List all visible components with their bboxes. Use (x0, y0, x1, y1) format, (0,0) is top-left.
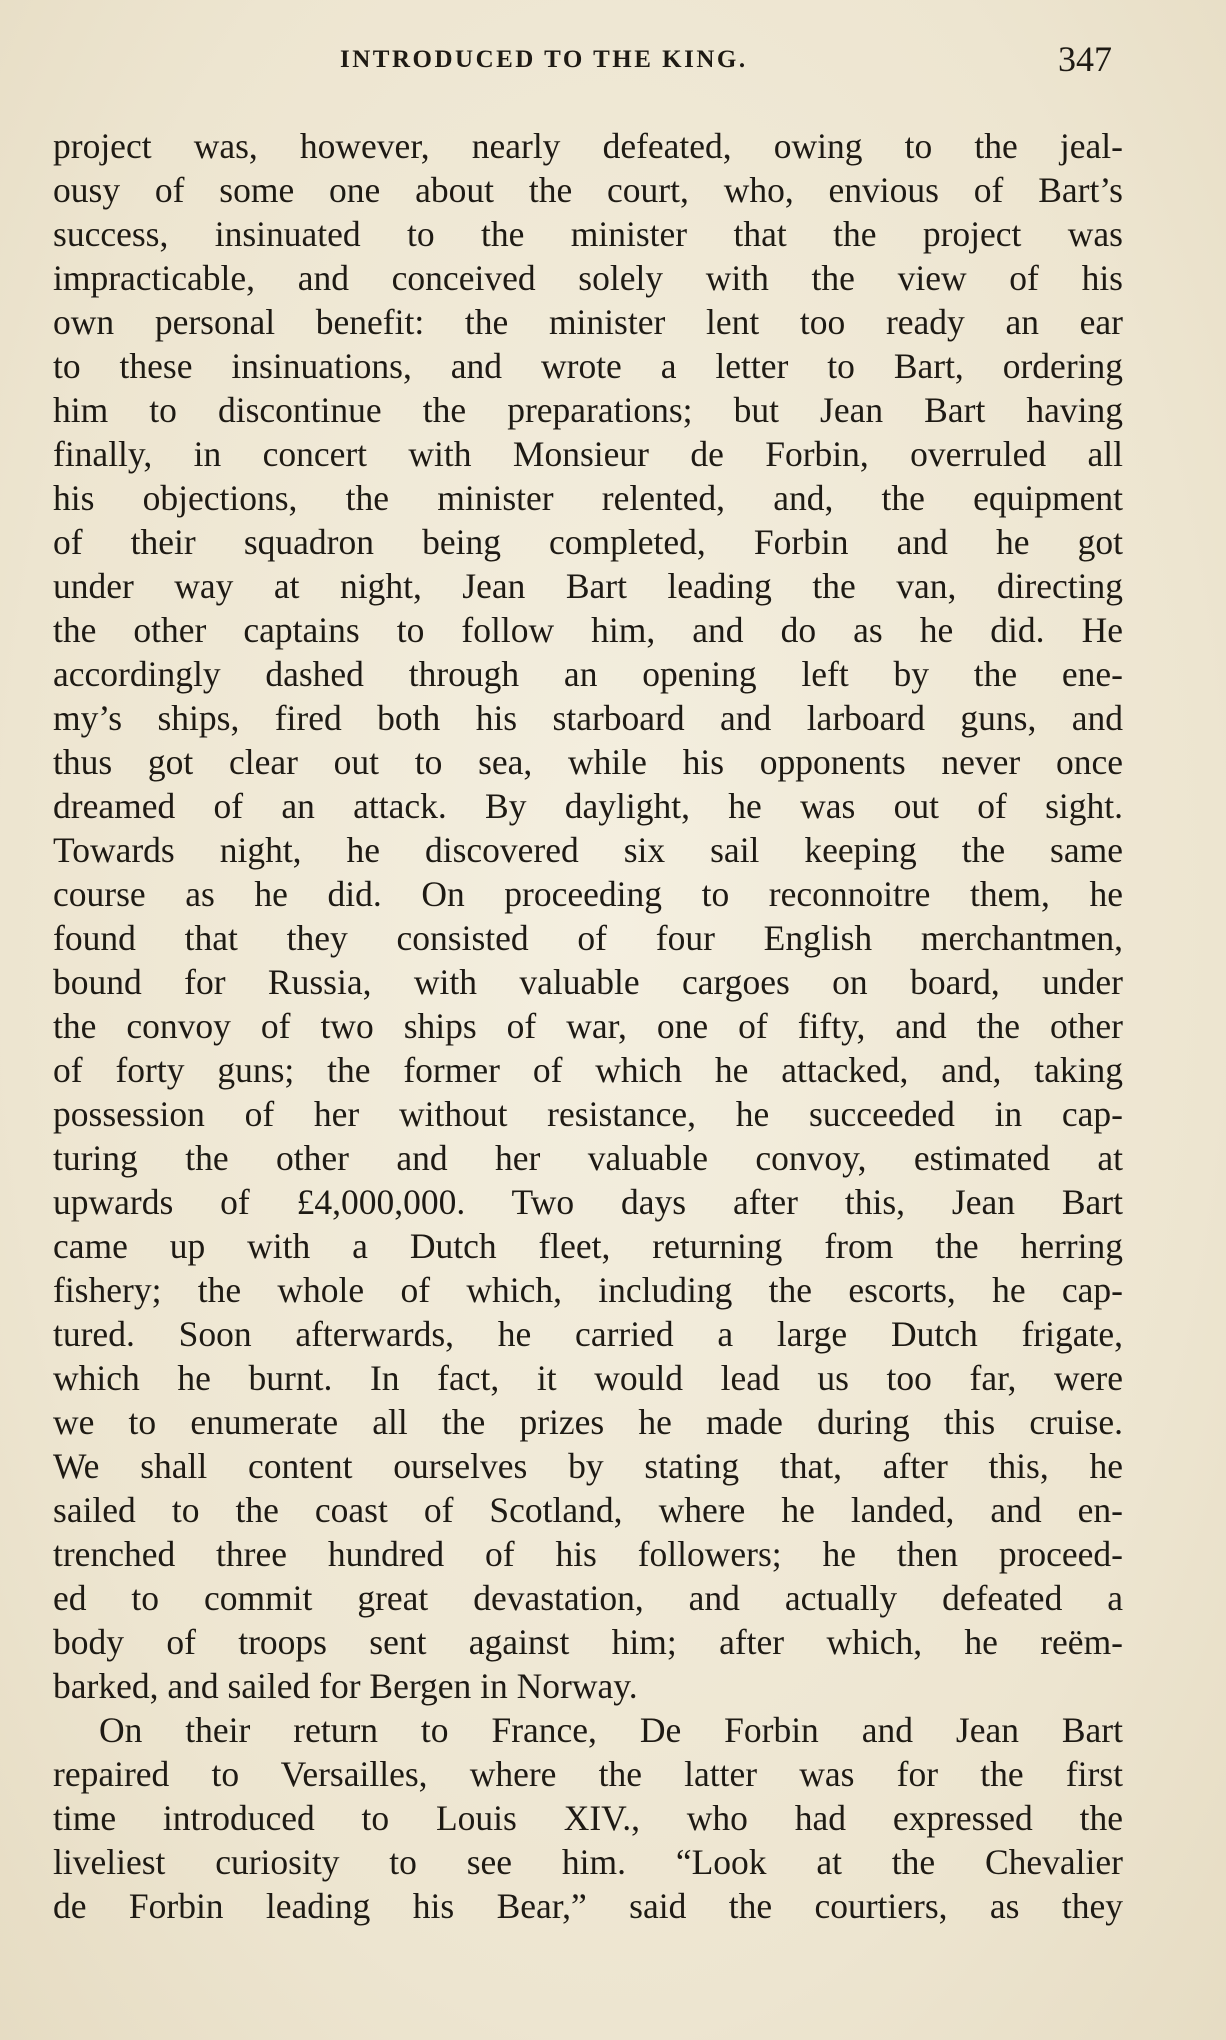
text-line: possession of her without resistance, he succeeded in cap- (53, 1094, 1123, 1134)
running-head (0, 38, 1226, 88)
text-line-paragraph-end: barked, and sailed for Bergen in Norway. (53, 1666, 638, 1706)
text-line: his objections, the minister relented, and, the equipment (53, 478, 1123, 518)
text-line: of their squadron being completed, Forbin and he got (53, 522, 1123, 562)
text-line: We shall content ourselves by stating that, after this, he (53, 1446, 1123, 1486)
text-line: time introduced to Louis XIV., who had expressed the (53, 1798, 1123, 1838)
text-line: fishery; the whole of which, including the escorts, he cap- (53, 1270, 1123, 1310)
text-line: finally, in concert with Monsieur de Forbin, overruled all (53, 434, 1123, 474)
text-line: upwards of £4,000,000. Two days after this, Jean Bart (53, 1182, 1123, 1222)
text-line: found that they consisted of four English merchantmen, (53, 918, 1123, 958)
text-line: which he burnt. In fact, it would lead us too far, were (53, 1358, 1123, 1398)
text-line: came up with a Dutch fleet, returning from the herring (53, 1226, 1123, 1266)
text-line: dreamed of an attack. By daylight, he was out of sight. (53, 786, 1123, 826)
text-line: project was, however, nearly defeated, owing to the jeal- (53, 126, 1123, 166)
text-line: bound for Russia, with valuable cargoes on board, under (53, 962, 1123, 1002)
text-line: impracticable, and conceived solely with the view of his (53, 258, 1123, 298)
text-line: success, insinuated to the minister that the project was (53, 214, 1123, 254)
text-line: de Forbin leading his Bear,” said the courtiers, as they (53, 1886, 1123, 1926)
text-line: him to discontinue the preparations; but Jean Bart having (53, 390, 1123, 430)
text-line: of forty guns; the former of which he attacked, and, taking (53, 1050, 1123, 1090)
page-number: 347 (1058, 39, 1112, 79)
text-line: turing the other and her valuable convoy, estimated at (53, 1138, 1123, 1178)
body-text (53, 124, 1123, 1928)
text-line: we to enumerate all the prizes he made during this cruise. (53, 1402, 1123, 1442)
text-line: my’s ships, fired both his starboard and larboard guns, and (53, 698, 1123, 738)
text-line: trenched three hundred of his followers; he then proceed- (53, 1534, 1123, 1574)
text-line: course as he did. On proceeding to reconnoitre them, he (53, 874, 1123, 914)
text-line: ed to commit great devastation, and actually defeated a (53, 1578, 1123, 1618)
text-line: the convoy of two ships of war, one of fifty, and the other (53, 1006, 1123, 1046)
text-line: the other captains to follow him, and do as he did. He (53, 610, 1123, 650)
text-line: Towards night, he discovered six sail keeping the same (53, 830, 1123, 870)
text-line: liveliest curiosity to see him. “Look at the Chevalier (53, 1842, 1123, 1882)
text-line: to these insinuations, and wrote a letter to Bart, ordering (53, 346, 1123, 386)
text-line-paragraph-start: On their return to France, De Forbin and Jean Bart (99, 1710, 1123, 1750)
text-line: repaired to Versailles, where the latter was for the first (53, 1754, 1123, 1794)
text-line: own personal benefit: the minister lent too ready an ear (53, 302, 1123, 342)
text-line: tured. Soon afterwards, he carried a large Dutch frigate, (53, 1314, 1123, 1354)
text-line: ousy of some one about the court, who, envious of Bart’s (53, 170, 1123, 210)
running-title: INTRODUCED TO THE KING. (340, 46, 748, 73)
text-line: sailed to the coast of Scotland, where he landed, and en- (53, 1490, 1123, 1530)
text-line: accordingly dashed through an opening left by the ene- (53, 654, 1123, 694)
text-line: thus got clear out to sea, while his opponents never once (53, 742, 1123, 782)
text-line: body of troops sent against him; after which, he reëm- (53, 1622, 1123, 1662)
text-line: under way at night, Jean Bart leading the van, directing (53, 566, 1123, 606)
